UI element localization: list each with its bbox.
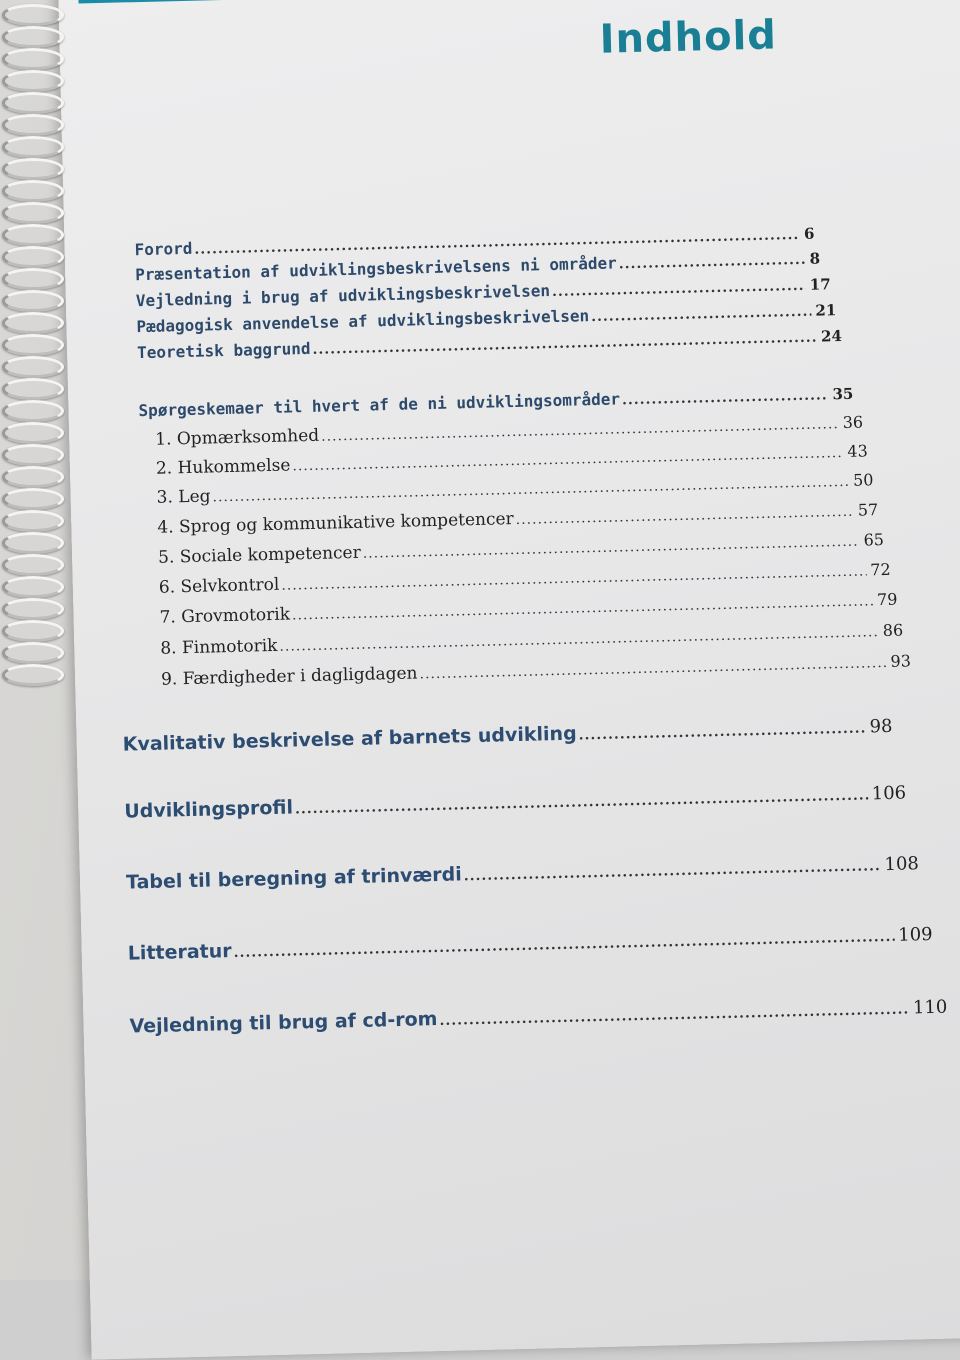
- toc-entry-page: 106: [871, 782, 907, 805]
- toc-entry-label: Præsentation af udviklingsbeskrivelsens ni områder: [134, 253, 617, 285]
- toc-entry-label: 5. Sociale kompetencer: [157, 542, 361, 568]
- binding-coil: [2, 26, 64, 48]
- toc-entry-page: 17: [809, 275, 831, 294]
- binding-coil: [2, 224, 64, 246]
- binding-coil: [2, 554, 64, 576]
- toc-entry-label: Forord: [134, 238, 193, 260]
- binding-coil: [2, 510, 64, 532]
- binding-coil: [2, 290, 64, 312]
- binding-coil: [2, 488, 64, 510]
- binding-coil: [2, 202, 64, 224]
- toc-entry-label: Vejledning i brug af udviklingsbeskrivelsen: [135, 281, 551, 311]
- toc-subentry: [161, 651, 911, 689]
- toc-entry-page: 6: [803, 224, 815, 243]
- dot-leader: [419, 655, 886, 682]
- toc-entry-label: Udviklingsprofil: [124, 796, 294, 823]
- dot-leader: [619, 252, 806, 273]
- dot-leader: [321, 416, 839, 445]
- binding-coil: [2, 576, 64, 598]
- binding-coil: [2, 598, 64, 620]
- dot-leader: [292, 593, 873, 623]
- dot-leader: [233, 929, 894, 961]
- binding-coil: [2, 334, 64, 356]
- binding-coil: [2, 48, 64, 70]
- toc-entry-udviklingsprofil: [124, 782, 906, 823]
- toc-entry-label: 6. Selvkontrol: [158, 574, 280, 598]
- binding-coil: [2, 642, 64, 664]
- toc-entry-label: 3. Leg: [156, 486, 211, 508]
- toc-entry-label: 1. Opmærksomhed: [155, 425, 320, 450]
- dot-leader: [279, 624, 879, 655]
- toc-entry-label: Kvalitativ beskrivelse af barnets udvikling: [122, 722, 577, 756]
- spiral-binding: [0, 0, 70, 700]
- binding-coil: [2, 70, 64, 92]
- dot-leader: [363, 534, 860, 562]
- binding-coil: [2, 4, 64, 26]
- dot-leader: [439, 1002, 909, 1029]
- dot-leader: [464, 858, 881, 884]
- toc-entry-label: Vejledning til brug af cd-rom: [129, 1008, 438, 1038]
- toc-entry-kvalitativ: [122, 715, 892, 756]
- binding-coil: [2, 664, 64, 686]
- toc-entry-page: 109: [897, 923, 933, 946]
- toc-entry-page: 79: [876, 589, 898, 610]
- toc-entry-page: 35: [832, 384, 854, 404]
- binding-coil: [2, 312, 64, 334]
- binding-coil: [2, 532, 64, 554]
- toc-entry-label: 4. Sprog og kommunikative kompetencer: [157, 509, 514, 538]
- toc-entry-page: 72: [870, 559, 891, 580]
- binding-coil: [2, 92, 64, 114]
- toc-entry-page: 110: [912, 996, 948, 1019]
- toc-entry-cdrom: [129, 996, 947, 1038]
- toc-entry-page: 108: [884, 853, 920, 876]
- binding-coil: [2, 136, 64, 158]
- binding-coil: [2, 378, 64, 400]
- dot-leader: [552, 278, 806, 300]
- binding-coil: [2, 356, 64, 378]
- toc-entry-label: 8. Finmotorik: [160, 635, 278, 659]
- toc-entry-page: 57: [857, 500, 879, 520]
- toc-entry-litteratur: [128, 923, 933, 965]
- toc-entry-label: Teoretisk baggrund: [136, 338, 311, 363]
- binding-coil: [2, 400, 64, 422]
- binding-coil: [2, 246, 64, 268]
- binding-coil: [2, 620, 64, 642]
- toc-entry-label: 7. Grovmotorik: [159, 604, 291, 628]
- toc-entry-label: Litteratur: [127, 940, 232, 965]
- toc-subentry: [159, 590, 897, 628]
- toc-entry-label: Tabel til beregning af trinværdi: [125, 863, 463, 894]
- toc-entry-page: 93: [890, 651, 912, 671]
- toc-entry-label: Pædagogisk anvendelse af udviklingsbeskrivelsen: [136, 306, 590, 337]
- book-page: [58, 0, 960, 1360]
- toc-entry-page: 36: [842, 412, 864, 432]
- toc-entry-label: 9. Færdigheder i dagligdagen: [160, 663, 418, 690]
- binding-coil: [2, 180, 64, 202]
- toc-entry-page: 43: [847, 441, 868, 461]
- toc-entry-page: 24: [820, 326, 843, 346]
- page-top-band: [78, 0, 778, 4]
- toc-entry-label: Spørgeskemaer til hvert af de ni udviklingsområder: [138, 389, 621, 421]
- binding-coil: [2, 466, 64, 488]
- dot-leader: [312, 330, 817, 358]
- toc-subentry: [160, 621, 903, 659]
- toc-entry-page: 21: [815, 301, 837, 320]
- binding-coil: [2, 268, 64, 290]
- toc-entry-page: 8: [809, 249, 821, 268]
- toc-entry-tabel: [126, 852, 919, 893]
- toc-entry-page: 86: [882, 620, 904, 641]
- toc-entry-page: 50: [852, 470, 874, 490]
- binding-coil: [2, 422, 64, 444]
- dot-leader: [292, 445, 843, 474]
- dot-leader: [295, 787, 868, 817]
- toc-entry-label: 2. Hukommelse: [155, 455, 291, 479]
- dot-leader: [515, 504, 854, 528]
- dot-leader: [281, 563, 866, 593]
- page-title: Indhold: [599, 12, 778, 63]
- dot-leader: [579, 720, 866, 743]
- binding-coil: [2, 114, 64, 136]
- binding-coil: [2, 444, 64, 466]
- dot-leader: [622, 387, 829, 408]
- toc-entry-page: 65: [863, 529, 885, 550]
- binding-coil: [2, 158, 64, 180]
- toc-entry-page: 98: [869, 715, 893, 738]
- dot-leader: [591, 304, 812, 325]
- dot-leader: [212, 474, 849, 506]
